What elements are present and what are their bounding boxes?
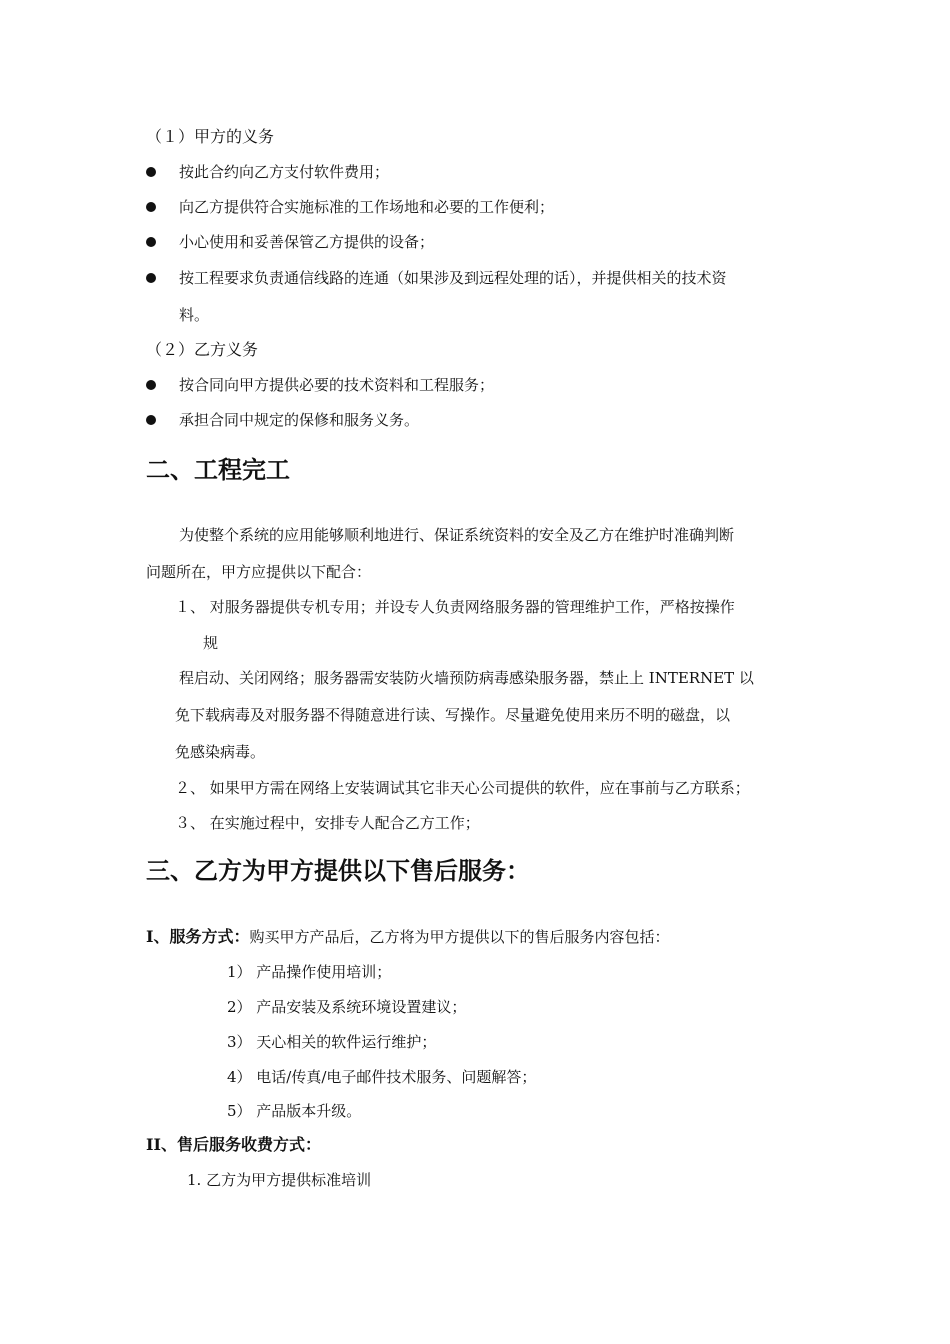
party-a-item-3: 小心使用和妥善保管乙方提供的设备； [179, 233, 435, 251]
party-b-item-1: 按合同向甲方提供必要的技术资料和工程服务； [179, 376, 495, 394]
section-2-intro-line-1: 为使整个系统的应用能够顺利地进行、保证系统资料的安全及乙方在维护时准确判断 [179, 526, 735, 544]
service-fee-item-1: 1. 乙方为甲方提供标准培训 [187, 1171, 372, 1189]
section-2-item-1-line-5: 免感染病毒。 [175, 743, 266, 761]
section-2-item-1-line-2: 规 [203, 634, 219, 652]
section-2-title: 二、工程完工 [146, 456, 290, 484]
service-method-item-3: 3） 天心相关的软件运行维护； [227, 1033, 437, 1051]
service-method-label: I、服务方式： [146, 927, 250, 946]
service-method-line [146, 926, 670, 948]
bullet-icon [146, 202, 156, 212]
bullet-icon [146, 380, 156, 390]
service-method-item-5: 5） 产品版本升级。 [227, 1102, 362, 1120]
bullet-icon [146, 167, 156, 177]
section-2-item-3: ３、 在实施过程中，安排专人配合乙方工作； [175, 814, 480, 832]
service-fee-label: II、售后服务收费方式： [146, 1135, 321, 1154]
section-2-item-2: ２、 如果甲方需在网络上安装调试其它非天心公司提供的软件，应在事前与乙方联系； [175, 779, 750, 797]
party-b-item-2: 承担合同中规定的保修和服务义务。 [179, 411, 420, 429]
section-2-item-1-line-3: 程启动、关闭网络；服务器需安装防火墙预防病毒感染服务器，禁止上 INTERNET 以 [179, 669, 754, 687]
section-2-intro-line-2: 问题所在，甲方应提供以下配合： [146, 563, 372, 581]
service-method-text: 购买甲方产品后，乙方将为甲方提供以下的售后服务内容包括： [249, 928, 670, 946]
service-method-item-2: 2） 产品安装及系统环境设置建议； [227, 998, 467, 1016]
bullet-icon [146, 415, 156, 425]
service-method-item-4: 4） 电话/传真/电子邮件技术服务、问题解答； [227, 1068, 537, 1086]
bullet-icon [146, 237, 156, 247]
section-2-item-1-line-1: １、 对服务器提供专机专用；并设专人负责网络服务器的管理维护工作，严格按操作 [175, 598, 735, 616]
party-a-item-4: 按工程要求负责通信线路的连通（如果涉及到远程处理的话），并提供相关的技术资 [179, 269, 727, 287]
section-2-item-1-line-4: 免下载病毒及对服务器不得随意进行读、写操作。尽量避免使用来历不明的磁盘，以 [175, 706, 731, 724]
party-a-heading: （１）甲方的义务 [146, 127, 275, 146]
service-fee-line [146, 1134, 321, 1156]
party-a-item-4-cont: 料。 [179, 306, 210, 324]
bullet-icon [146, 273, 156, 283]
service-method-item-1: 1） 产品操作使用培训； [227, 963, 392, 981]
party-a-item-2: 向乙方提供符合实施标准的工作场地和必要的工作便利； [179, 198, 555, 216]
party-b-heading: （２）乙方义务 [146, 340, 259, 359]
section-3-title: 三、乙方为甲方提供以下售后服务： [146, 857, 530, 885]
party-a-item-1: 按此合约向乙方支付软件费用； [179, 163, 390, 181]
